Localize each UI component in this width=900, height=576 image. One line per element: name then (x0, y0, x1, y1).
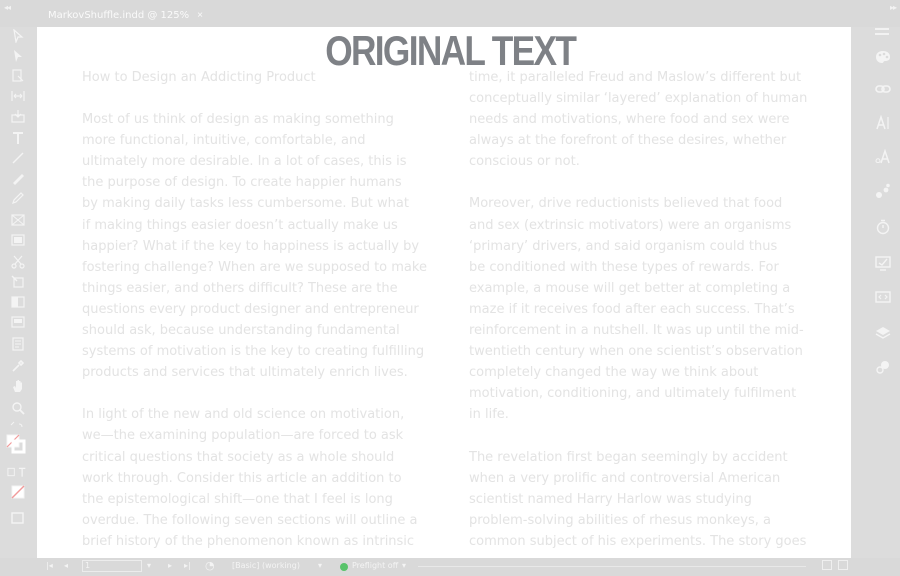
gap-tool-icon[interactable] (10, 88, 26, 104)
status-bar (0, 558, 900, 576)
text-line: always at the forefront of these desires, whether (469, 133, 787, 149)
text-line: we—the examining population—are forced to ask (82, 428, 404, 444)
character-styles-icon[interactable] (874, 148, 892, 166)
content-collector-icon[interactable] (10, 108, 26, 124)
pencil-icon[interactable] (10, 190, 26, 206)
swatches-icon[interactable] (874, 182, 892, 200)
text-line: questions every product designer and entrepreneur (82, 301, 419, 317)
preflight-dropdown-icon[interactable]: ▾ (402, 561, 407, 570)
right-column-paragraph (469, 67, 839, 172)
previous-page-icon[interactable]: ◂ (64, 561, 69, 570)
gradient-swatch-icon[interactable] (10, 294, 26, 310)
next-page-icon[interactable]: ▸ (168, 561, 173, 570)
fill-stroke-icon[interactable] (6, 434, 26, 454)
type-icon[interactable] (10, 130, 26, 146)
pen-icon[interactable] (10, 170, 26, 186)
text-frame-left[interactable] (82, 67, 452, 558)
text-line: common subject of his experiments. The story goes (469, 533, 807, 549)
tools-panel (0, 22, 36, 552)
links-icon[interactable] (874, 80, 892, 98)
rectangle-frame-icon[interactable] (10, 212, 26, 228)
style-dropdown-icon[interactable]: ▾ (318, 561, 323, 570)
character-icon[interactable] (874, 114, 892, 132)
free-transform-icon[interactable] (10, 274, 26, 290)
document-tab-bar (0, 0, 900, 27)
text-line: motivation, conditioning, and ultimately fulfilment (469, 386, 797, 402)
text-line: critical questions that society as a whole should (82, 449, 395, 465)
text-line: be conditioned with these types of rewards. For (469, 259, 779, 275)
right-column-paragraph (469, 447, 839, 552)
text-line: ultimately more desirable. In a lot of cases, this is (82, 154, 407, 170)
text-line: fostering challenge? When are we supposed to make (82, 259, 427, 275)
page-tool-icon[interactable] (10, 68, 26, 84)
note-icon[interactable] (10, 336, 26, 352)
text-line: conceptually similar ‘layered’ explanation of human (469, 91, 808, 107)
text-line: systems of motivation is the key to creating fulfilling (82, 344, 425, 360)
stopwatch-icon[interactable] (874, 218, 892, 236)
panel-dock (864, 22, 900, 552)
horizontal-scrollbar[interactable] (418, 566, 806, 567)
document-page[interactable] (37, 27, 851, 558)
text-line: work through. Consider this article an addition to (82, 470, 402, 486)
text-line: and sex (extrinsic motivators) were an organisms (469, 217, 792, 233)
text-line: ‘primary’ drivers, and said organism could thus (469, 238, 778, 254)
document-tab-title: MarkovShuffle.indd @ 125% (48, 9, 190, 21)
text-line: How to Design an Addicting Product (82, 70, 316, 85)
document-tab[interactable] (38, 5, 213, 25)
left-column-paragraph (82, 404, 452, 552)
page-dropdown-icon[interactable]: ▾ (147, 561, 152, 570)
panel-menu-icon[interactable] (875, 28, 889, 38)
close-tab-icon[interactable]: × (197, 9, 203, 21)
left-column-paragraph (82, 109, 452, 383)
text-line: completely changed the way we think about (469, 365, 759, 381)
page-number-field[interactable]: 1 (82, 560, 142, 572)
zoom-icon[interactable] (10, 400, 26, 416)
selection-icon[interactable] (10, 28, 26, 44)
text-line: things easier, and others difficult? These are the (82, 280, 398, 296)
text-line: should ask, because understanding fundamental (82, 323, 400, 339)
text-line: The revelation first began seemingly by accident (469, 449, 788, 465)
layers-icon[interactable] (874, 324, 892, 342)
formatting-icon[interactable] (6, 464, 30, 480)
text-line: conscious or not. (469, 154, 580, 170)
text-line: the purpose of design. To create happier humans (82, 175, 402, 191)
text-line: brief history of the phenomenon known as intrinsic (82, 533, 415, 549)
original-text-watermark: ORIGINAL TEXT (325, 27, 576, 74)
scissors-icon[interactable] (10, 254, 26, 270)
preflight-status-icon (340, 563, 348, 571)
direct-selection-icon[interactable] (10, 48, 26, 64)
right-column-paragraph (469, 193, 839, 425)
left-column-paragraph (82, 67, 452, 88)
screen-mode-icon[interactable] (10, 510, 26, 526)
text-line: scientist named Harry Harlow was studying (469, 491, 752, 507)
text-line: maze if it receives food after each success. That’s (469, 301, 795, 317)
text-line: overdue. The following seven sections will outline a (82, 512, 418, 528)
text-line: products and services that ultimately enrich lives. (82, 365, 408, 381)
pasteboard-icon[interactable]: ◔ (205, 559, 215, 572)
text-line: when a very prolific and controversial American (469, 470, 781, 486)
eyedropper-icon[interactable] (10, 358, 26, 374)
last-page-icon[interactable]: ▸| (184, 561, 191, 570)
text-line: if making things easier doesn’t actually make us (82, 217, 398, 233)
text-line: more functional, intuitive, comfortable, and (82, 133, 366, 149)
collapse-left-icon[interactable]: ◂◂ (4, 3, 11, 12)
text-line: twentieth century when one scientist’s observation (469, 344, 803, 360)
view-options-icon[interactable] (838, 560, 848, 570)
pages-icon[interactable] (874, 288, 892, 306)
preflight-status[interactable]: Preflight off (352, 561, 399, 570)
line-icon[interactable] (10, 150, 26, 166)
text-line: reinforcement in a nutshell. It was up until the mid- (469, 323, 804, 339)
color-icon[interactable] (874, 48, 892, 66)
preflight-panel-icon[interactable] (874, 254, 892, 272)
text-frame-right[interactable] (469, 67, 839, 558)
first-page-icon[interactable]: |◂ (46, 561, 53, 570)
effects-icon[interactable] (874, 358, 892, 376)
apply-color-icon[interactable] (10, 484, 26, 500)
style-selector[interactable]: [Basic] (working) (232, 561, 300, 570)
text-line: happier? What if the key to happiness is actually by (82, 238, 420, 254)
text-line: time, it paralleled Freud and Maslow’s different but (469, 70, 802, 85)
text-line: Moreover, drive reductionists believed that food (469, 196, 783, 212)
rectangle-icon[interactable] (10, 232, 26, 248)
text-line: example, a mouse will get better at completing a (469, 280, 791, 296)
split-view-icon[interactable] (822, 560, 832, 570)
text-line: in life. (469, 407, 509, 423)
text-line: problem-solving abilities of rhesus monkeys, a (469, 512, 771, 528)
text-line: Most of us think of design as making something (82, 112, 394, 128)
hand-icon[interactable] (10, 378, 26, 394)
text-line: needs and motivations, where food and sex were (469, 112, 790, 128)
gradient-feather-icon[interactable] (10, 314, 26, 330)
text-line: the epistemological shift—one that I feel is long (82, 491, 393, 507)
text-line: by making daily tasks less cumbersome. But what (82, 196, 409, 212)
text-line: In light of the new and old science on motivation, (82, 407, 405, 423)
collapse-right-icon[interactable]: ▸▸ (889, 3, 896, 12)
